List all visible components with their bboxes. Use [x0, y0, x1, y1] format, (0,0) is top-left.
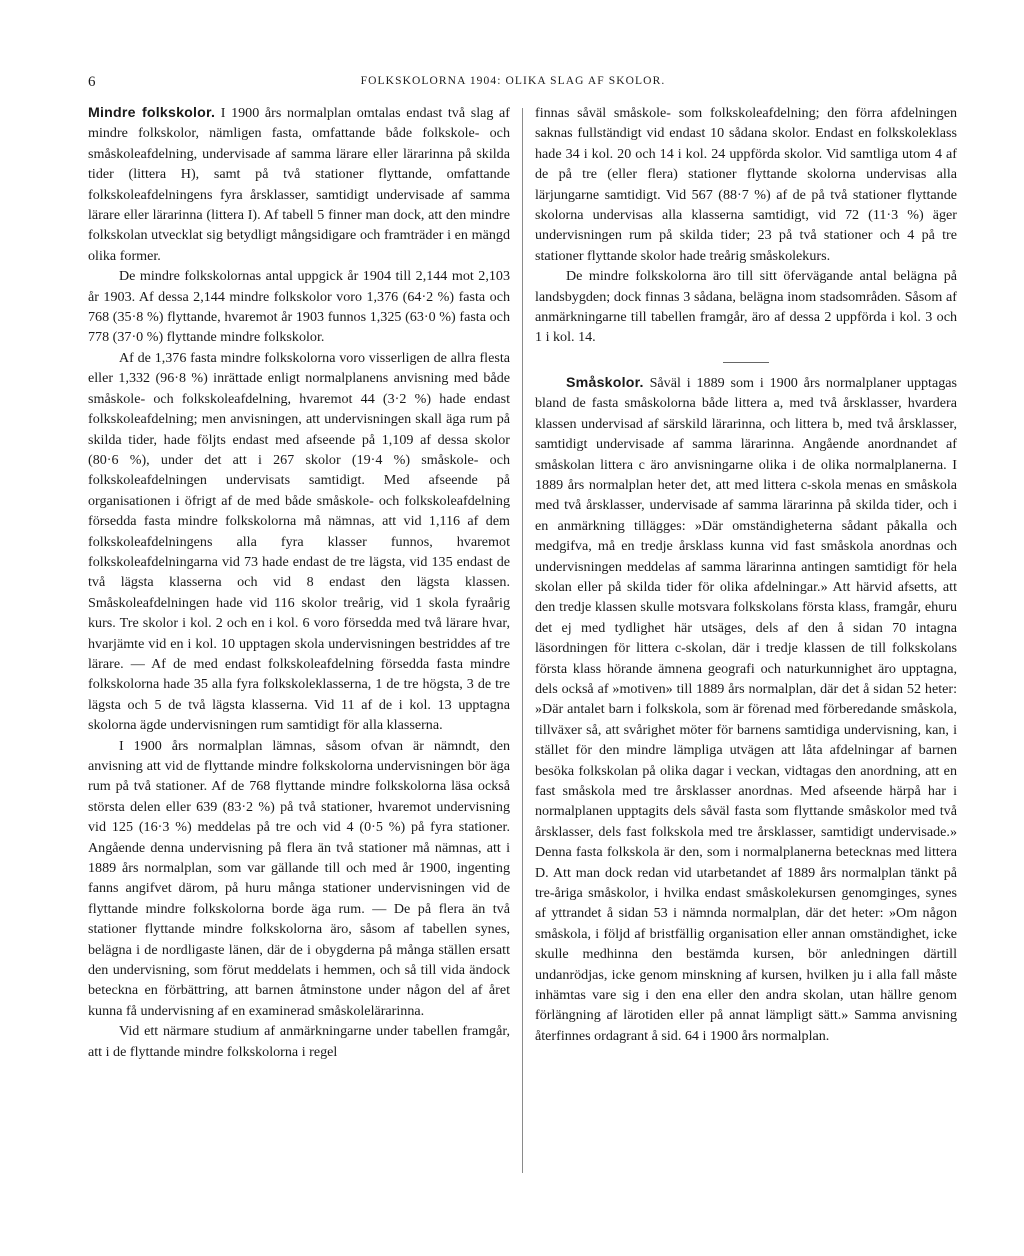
paragraph: Af de 1,376 fasta mindre folkskolorna voro visserligen de allra flesta eller 1,332 (96·8 %) inrättade enligt normalplanens anvisning med både småskole- och folkskoleafdelning, hvaremot 44 (3·2 %) hade endast folkskoleafdelning; men anvisningen, att undervisningen skall äga rum på skilda tider, hade följts endast med afseende på 1,109 af dessa skolor (80·6 %), under det att i 267 skolor (19·4 %) småskole- och folkskoleafdelningen undervisats samtidigt. Med afseende på organisationen i öfrigt af de med både småskole- och folkskoleafdelning försedda fasta mindre folkskolorna må nämnas, att vid 1,116 af dem folkskoleafdelningens alla fyra klasser funnos, hvaremot folkskoleafdelningarna vid 73 hade endast de tre lägsta, vid 135 endast de två lägsta klasserna och vid 8 endast den lägsta klassen. Småskoleafdelningen hade vid 116 skolor treårig, vid 1 skola fyraårig kurs. Tre skolor i kol. 2 och en i kol. 6 voro försedda med två lärare hvar, hvarjämte vid en i kol. 10 upptagen skola undervisningen bestriddes af tre lärare. — Af de med endast folkskoleafdelning försedda fasta mindre folkskolorna hade 35 alla fyra folkskoleklasserna, 1 de tre högsta, 3 de tre lägsta och 5 de två lägsta klasserna. Vid 11 af de i kol. 13 upptagna skolorna ägde undervisningen rum samtidigt för alla klasserna.: [88, 349, 510, 734]
paragraph: De mindre folkskolorna äro till sitt öfervägande antal belägna på landsbygden; dock finnas 3 sådana, belägna inom stadsområden. Såsom af anmärkningarne till tabellen framgår, äro af dessa 2 uppförda i kol. 3 och 1 i kol. 14.: [535, 268, 957, 346]
paragraph-continued: finnas såväl småskole- som folkskoleafdelning; den förra afdelningen saknas fullständigt vid endast 10 sådana skolor. Endast en folkskoleklass hade 34 i kol. 20 och 14 i kol. 24 uppförda skolor. Vid samtliga utom 4 af de på tre (eller flera) stationer flyttande skolorna undervisas alla lärjungarne samtidigt. Vid 567 (88·7 %) af de på två stationer flyttande skolorna undervisas alla klasserna samtidigt, vid 72 (11·3 %) äger undervisningen rum på skilda tider; 23 på två stationer och 4 på tre stationer flyttande skolor hade treårig småskolekurs.: [535, 105, 957, 264]
section-heading-mindre-folkskolor: Mindre folkskolor.: [88, 105, 216, 121]
paragraph: Vid ett närmare studium af anmärkningarne under tabellen framgår, att i de flyttande mindre folkskolorna i regel: [88, 1023, 510, 1060]
section-smaskolor-intro: [535, 373, 957, 1046]
paragraph: I 1900 års normalplan lämnas, såsom ofvan är nämndt, den anvisning att vid de flyttande mindre folkskolorna undervisningen bör äga rum på två stationer. Af de 768 flyttande mindre folkskolorna läsa också största delen eller 639 (83·2 %) på två stationer, hvaremot undervisning vid 125 (16·3 %) meddelas på tre och vid 4 (0·5 %) på fyra stationer. Angående denna undervisning på flera än två stationer må nämnas, att i 1889 års normalplan, som var gällande till och med år 1900, ingenting fanns angifvet därom, på huru många stationer undervisningen vid de flyttande mindre folkskolorna borde äga rum. — De på flera än två stationer flyttande mindre folkskolorna äro, såsom af tabellen synes, belägna i de nordligaste länen, där de i obygderna på många ställen ersatt den undervisning, som förut meddelats i hemmen, och så till vida ändock beteckna en förbättring, att barnen åtminstone under någon del af året kunna få undervisning af en examinerad småskolelärarinna.: [88, 737, 510, 1019]
section-heading-smaskolor: Småskolor.: [566, 374, 644, 391]
page-number: 6: [88, 74, 96, 90]
paragraph-text: I 1900 års normalplan omtalas endast två slag af mindre folkskolor, nämligen fasta, omfattande både folkskole- och småskoleafdelning, undervisade af samma lärare eller lärarinna på skilda tider (littera H), samt på två stationer flyttande, omfattande folkskoleafdelningens fyra årsklasser, samtidigt undervisade af samma lärare eller lärarinna (littera I). Af tabell 5 finner man dock, att den mindre folkskolan utvecklat sig betydligt mångsidigare och framträder i en mängd olika former.: [88, 105, 510, 264]
right-column: [535, 103, 957, 1046]
page-header: [88, 74, 938, 94]
paragraph: De mindre folkskolornas antal uppgick år 1904 till 2,144 mot 2,103 år 1903. Af dessa 2,144 mindre folkskolor voro 1,376 (64·2 %) fasta och 768 (35·8 %) flyttande, hvaremot år 1903 funnos 1,325 (63·0 %) fasta och 778 (37·0 %) flyttande mindre folkskolor.: [88, 268, 510, 346]
running-title: FOLKSKOLORNA 1904: OLIKA SLAG AF SKOLOR.: [360, 75, 666, 87]
left-column: [88, 103, 510, 1062]
section-divider: [723, 362, 769, 363]
paragraph-text: Såväl i 1889 som i 1900 års normalplaner upptagas bland de fasta småskolorna både littera a, med två årsklasser, hvardera klassen undervisad af särskild lärarinna, och littera b, med två årsklasser, samtidigt undervisade af samma lärarinna. Angående anordnandet af småskolan littera c äro anvisningarne olika i de olika normalplanerna. I 1889 års normalplan heter det, att med littera c-skola menas en småskola med två årsklasser, undervisade af samma lärarinna på skilda tider, och i en anmärkning tillägges: »Där omständigheterna sådant påkalla och medgifva, må en tredje årsklass kunna vid fast småskola anordnas och undervisningen meddelas af samma lärarinna antingen samtidigt för hela skolan eller på skilda tider för olika afdelningar.» Att härvid afsetts, att den tredje klassen skulle motsvara folkskolans första klass, framgår, ehuru det ej med tydlighet här utsäges, dels af den å sidan 70 intagna läsordningen för littera c-skolan, där i tredje klassen de till folkskolans första klass hörande ämnena geografi och naturkunnighet äro upptagna, dels också af »motiven» till 1889 års normalplan, där det å sidan 52 heter: »Där antalet barn i folkskola, som är förenad med förberedande småskola, tillväxer så, att svårighet möter för barnens samtidiga undervisning, kan, i stället för den mindre lämpliga utvägen att låta afdelningar af barnen besöka folkskolan på olika dagar i veckan, vidtagas den anordning, att en fast småskola med tre årsklasser anordnas. Med afseende härpå har i normalplanen upptagits dels såväl fasta som flyttande småskolor med två årsklasser, dels fast folkskola med tre årsklasser, samtidigt undervisade.» Denna fasta folkskola är den, som i normalplanerna betecknas med littera D. Att man dock redan vid utarbetandet af 1889 års normalplan tänkt på tre-åriga småskolor, i hvilka endast småskolekursen genomginges, synes af yttrandet å sidan 53 i nämnda normalplan, där det heter: »Om någon småskola, i följd af bristfällig organisation eller annan omständighet, icke skulle medhinna den bestämda kursen, bör anledningen därtill undanrödjas, icke genom minskning af kursen, hvilken ju i alla fall måste inhämtas vare sig i den ena eller den andra skolan, utan hällre genom förlängning af lärotiden eller på annat lämpligt sätt.» Samma anvisning återfinnes ordagrant å sid. 64 i 1900 års normalplan.: [535, 374, 957, 1044]
column-divider: [522, 108, 523, 1173]
section-mindre-folkskolor-intro: [88, 103, 510, 266]
